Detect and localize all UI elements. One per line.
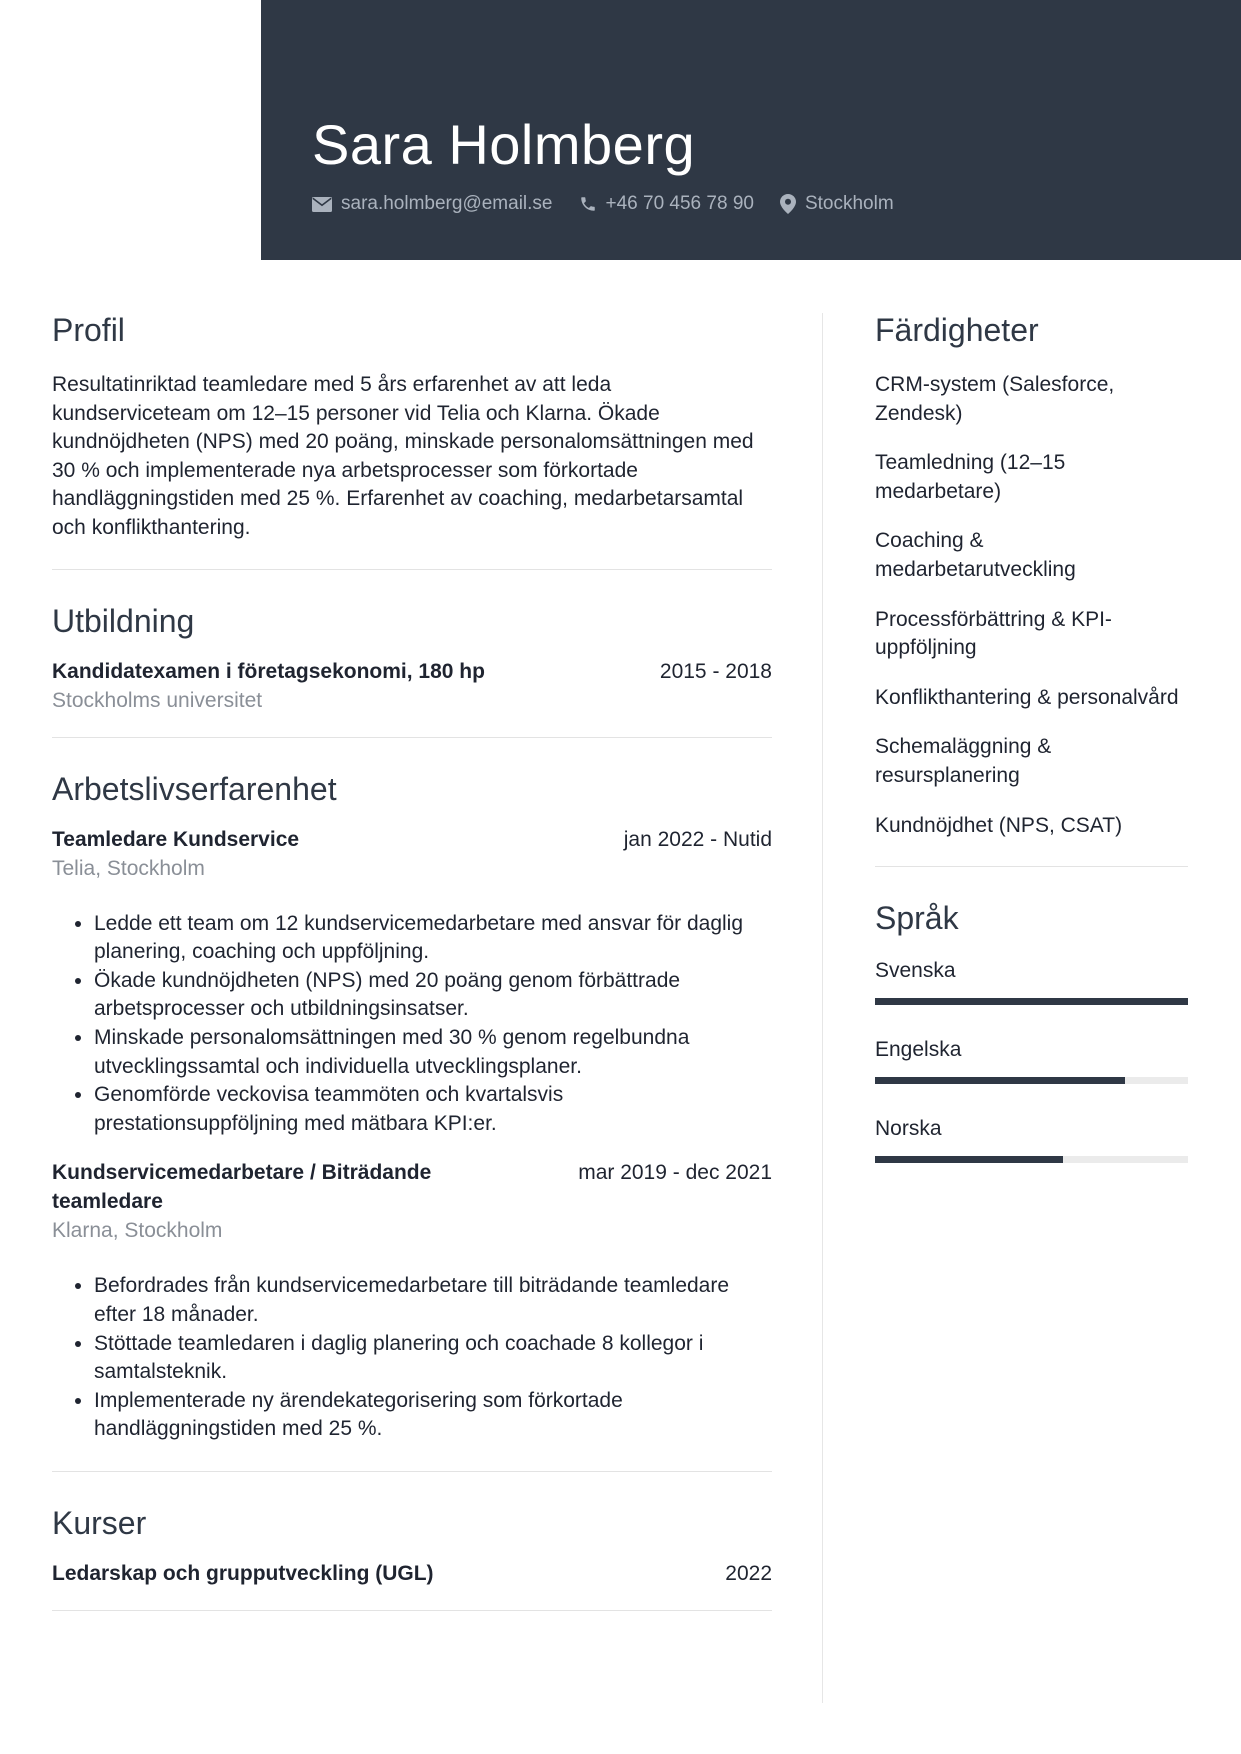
job-company: Telia, Stockholm [52,856,205,880]
header-banner [261,0,1241,260]
language-item [875,957,1188,1005]
school-name: Stockholms universitet [52,688,263,712]
courses-section [52,1501,772,1611]
candidate-name: Sara Holmberg [312,113,696,176]
divider [52,1610,772,1611]
languages-section [875,896,1188,1163]
language-level-bar [875,1077,1188,1084]
main-column [52,308,772,1611]
skill-item: Processförbättring & KPI-uppföljning [875,607,1112,660]
course-year: 2022 [725,1561,772,1585]
education-section [52,599,772,738]
section-title-experience: Arbetslivserfarenhet [52,770,337,807]
language-level-fill [875,998,1188,1005]
job-role: Kundservicemedarbetare / Biträdande teamledare [52,1161,432,1214]
education-dates: 2015 - 2018 [659,659,772,683]
language-level-fill [875,1156,1063,1163]
sidebar-column [875,308,1188,1163]
map-pin-icon [780,194,796,214]
skills-section [875,308,1188,867]
email-text: sara.holmberg@email.se [341,193,553,214]
language-level-bar [875,1156,1188,1163]
course-item [52,1559,772,1588]
skill-item: Schemaläggning & resursplanering [875,735,1052,787]
skill-item: Teamledning (12–15 medarbetare) [875,451,1066,503]
section-title-courses: Kurser [52,1504,147,1541]
language-item [875,1115,1188,1163]
section-title-profile: Profil [52,312,125,348]
language-name: Svenska [875,959,956,983]
experience-section [52,767,772,1472]
contact-phone[interactable] [579,193,754,215]
language-level-bar [875,998,1188,1005]
divider [875,866,1188,867]
skill-item: Konflikthantering & personalvård [875,685,1179,709]
list-item: • Genomförde veckovisa teammöten och kvartalsvis prestationsuppföljning med mätbara KPI:er. [94,1081,772,1138]
skill-item: Coaching & medarbetarutveckling [875,529,1076,581]
job-entry [52,1158,772,1444]
contact-row [312,193,920,215]
language-level-fill [875,1077,1125,1084]
skill-item: Kundnöjdhet (NPS, CSAT) [875,813,1123,837]
job-bullets [52,1272,772,1444]
skill-item: CRM-system (Salesforce, Zendesk) [875,373,1115,425]
degree-title: Kandidatexamen i företagsekonomi, 180 hp [52,659,485,683]
job-bullets [52,910,772,1139]
job-entry [52,825,772,1139]
column-divider [822,313,823,1703]
list-item: • Ökade kundnöjdheten (NPS) med 20 poäng genom förbättrade arbetsprocesser och utbildningsinsatser. [94,967,772,1024]
job-dates: mar 2019 - dec 2021 [578,1161,772,1185]
list-item: • Ledde ett team om 12 kundservicemedarbetare med ansvar för daglig planering, coaching och uppföljning. [94,910,772,967]
profile-text: Resultatinriktad teamledare med 5 års erfarenhet av att leda kundserviceteam om 12–15 personer vid Telia och Klarna. Ökade kundnöjdheten (NPS) med 20 poäng, minskade personalomsättningen med 30 % och implementerade nya arbetsprocesser som förkortade handläggningstiden med 25 %. Erfarenhet av coaching, medarbetarsamtal och konflikthantering. [52,373,754,539]
section-title-education: Utbildning [52,602,195,639]
skills-list [875,371,1188,840]
divider [52,569,772,570]
list-item: • Implementerade ny ärendekategorisering som förkortade handläggningstiden med 25 %. [94,1387,772,1444]
education-item [52,657,772,715]
language-item [875,1036,1188,1084]
job-role: Teamledare Kundservice [52,827,300,851]
divider [52,737,772,738]
section-title-skills: Färdigheter [875,312,1039,348]
phone-icon [579,195,597,213]
job-dates: jan 2022 - Nutid [623,827,772,851]
job-company: Klarna, Stockholm [52,1219,223,1243]
divider [52,1471,772,1472]
phone-text: +46 70 456 78 90 [605,193,754,214]
section-title-languages: Språk [875,900,959,937]
contact-location [780,193,894,215]
list-item: • Befordrades från kundservicemedarbetare till biträdande teamledare efter 18 månader. [94,1272,772,1329]
course-name: Ledarskap och grupputveckling (UGL) [52,1561,434,1585]
language-name: Engelska [875,1038,962,1062]
contact-email[interactable] [312,193,553,215]
envelope-icon [312,197,332,212]
language-name: Norska [875,1117,942,1141]
list-item: • Stöttade teamledaren i daglig planering och coachade 8 kollegor i samtalsteknik. [94,1330,772,1387]
list-item: • Minskade personalomsättningen med 30 % genom regelbundna utvecklingssamtal och individuella utvecklingsplaner. [94,1024,772,1081]
location-text: Stockholm [804,193,894,214]
profile-section [52,308,772,570]
